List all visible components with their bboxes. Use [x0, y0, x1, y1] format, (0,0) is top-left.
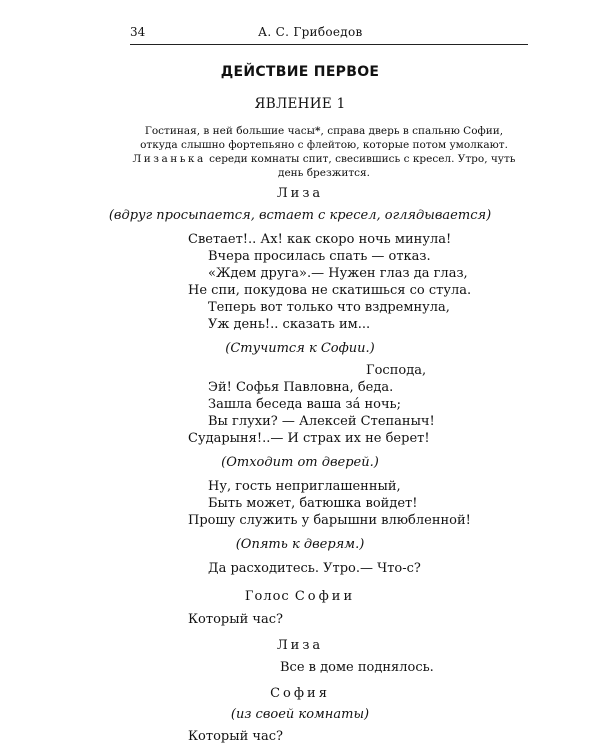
speaker-liza: Лиза [276, 186, 324, 201]
verse-line: Не спи, покудова не скатишься со стула. [188, 283, 472, 298]
verse-line: Светает!.. Ах! как скоро ночь минула! [188, 232, 452, 247]
speaker-liza: Лиза [276, 638, 324, 653]
stage-direction: (Стучится к Софии.) [225, 341, 375, 356]
verse-line: Который час? [188, 729, 283, 744]
running-header [130, 22, 528, 45]
character-name: Лизанька [132, 153, 206, 165]
verse-line: Вы глухи? — Алексей Степаныч! [208, 414, 435, 429]
verse-line: Все в доме поднялось. [280, 660, 434, 675]
verse-line: Да расходитесь. Утро.— Что-с? [208, 561, 421, 576]
author-title: А. С. Грибоедов [258, 25, 363, 39]
speaker-name: Софии [294, 589, 356, 604]
stage-direction: (Опять к дверям.) [235, 537, 365, 552]
verse-line: Уж день!.. сказать им... [208, 317, 371, 332]
verse-line: Который час? [188, 612, 283, 627]
stage-direction: (Отходит от дверей.) [221, 455, 379, 470]
stage-description [128, 124, 520, 180]
verse-line: Эй! Софья Павловна, беда. [208, 380, 394, 395]
stage-description-text: середи комнаты спит, свесившись с кресел. Утро, чуть день брезжится. [205, 153, 516, 179]
act-title: ДЕЙСТВИЕ ПЕРВОЕ [220, 64, 380, 80]
stage-description-text: , справа дверь в спальню Софии, откуда слышно фортепьяно с флейтою, которые потом умолкают. [140, 125, 508, 151]
verse-line: Ну, гость неприглашенный, [208, 479, 401, 494]
verse-line: Зашла беседа ваша зá ночь; [208, 397, 402, 412]
verse-line: Теперь вот только что вздремнула, [208, 300, 450, 315]
stage-direction: (из своей комнаты) [230, 707, 370, 722]
speaker-prefix: Голос [244, 589, 295, 604]
verse-line: Господа, [366, 363, 427, 378]
page-number: 34 [130, 25, 146, 39]
verse-line: Вчера просилась спать — отказ. [208, 249, 431, 264]
verse-line: Быть может, батюшка войдет! [208, 496, 418, 511]
speaker-sofia: София [270, 686, 330, 701]
speaker-voice-sofia [0, 589, 600, 604]
footnote-mark: * [315, 125, 321, 137]
stage-description-text: Гостиная, в ней большие часы [144, 125, 316, 137]
verse-line: Прошу служить у барышни влюбленной! [188, 513, 471, 528]
verse-line: «Ждем друга».— Нужен глаз да глаз, [208, 266, 468, 281]
verse-line: Сударыня!..— И страх их не берет! [188, 431, 430, 446]
stage-direction: (вдруг просыпается, встает с кресел, оглядывается) [108, 208, 492, 223]
scene-title: ЯВЛЕНИЕ 1 [254, 96, 346, 112]
